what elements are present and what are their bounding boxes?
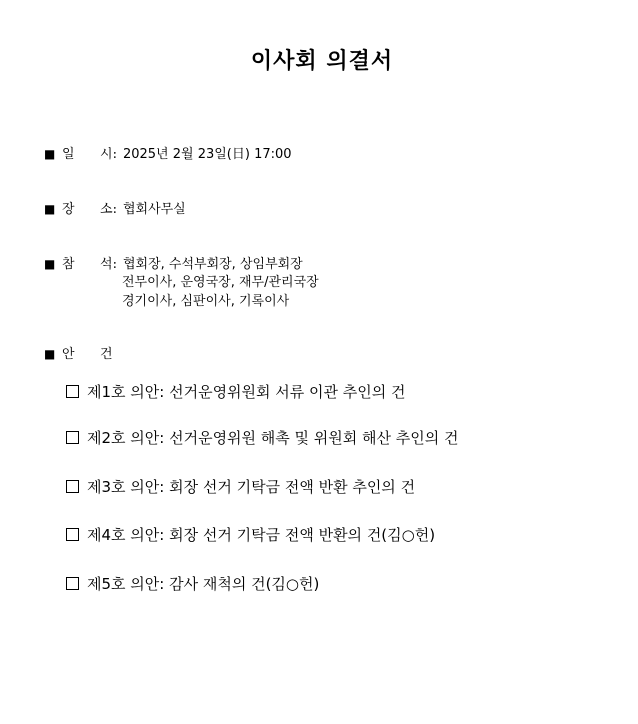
attendee-line: 전무이사, 운영국장, 재무/관리국장 xyxy=(122,275,319,290)
field-attendees xyxy=(44,254,303,275)
field-agenda-label-first: 안 xyxy=(62,347,75,362)
agenda-item xyxy=(66,427,459,449)
agenda-item-text: 제3호 의안: 회장 선거 기탁금 전액 반환 추인의 건 xyxy=(87,478,416,496)
square-bullet-icon: ■ xyxy=(44,347,56,361)
field-place xyxy=(44,199,186,220)
agenda-item-text: 제2호 의안: 선거운영위원 해촉 및 위원회 해산 추인의 건 xyxy=(87,429,459,447)
empty-checkbox-icon xyxy=(66,480,79,493)
agenda-item xyxy=(66,524,435,546)
empty-checkbox-icon xyxy=(66,528,79,541)
field-date-colon: : xyxy=(112,147,117,162)
field-place-label-first: 장 xyxy=(62,202,75,217)
field-agenda-label-second: 건 xyxy=(100,347,113,362)
agenda-item xyxy=(66,381,406,403)
field-attendees-label-first: 참 xyxy=(62,257,75,272)
field-date-value: 2025년 2월 23일(日) 17:00 xyxy=(122,147,292,162)
field-place-label-second: 소 xyxy=(100,202,113,217)
empty-checkbox-icon xyxy=(66,385,79,398)
field-date-label-first: 일 xyxy=(62,147,75,162)
agenda-item-text: 제1호 의안: 선거운영위원회 서류 이관 추인의 건 xyxy=(87,383,406,401)
empty-checkbox-icon xyxy=(66,431,79,444)
field-attendees-label-second: 석 xyxy=(100,257,113,272)
attendee-line: 협회장, 수석부회장, 상임부회장 xyxy=(122,257,303,272)
field-attendees-colon: : xyxy=(112,257,117,272)
agenda-item-text: 제4호 의안: 회장 선거 기탁금 전액 반환의 건(김○헌) xyxy=(87,526,436,544)
agenda-item xyxy=(66,573,319,595)
field-date xyxy=(44,144,292,165)
field-agenda xyxy=(44,344,113,365)
agenda-item-text: 제5호 의안: 감사 재척의 건(김○헌) xyxy=(87,575,320,593)
field-date-label-second: 시 xyxy=(100,147,113,162)
agenda-item xyxy=(66,476,415,498)
attendee-line: 경기이사, 심판이사, 기록이사 xyxy=(122,294,290,309)
square-bullet-icon: ■ xyxy=(44,147,56,161)
square-bullet-icon: ■ xyxy=(44,202,56,216)
empty-checkbox-icon xyxy=(66,577,79,590)
field-place-value: 협회사무실 xyxy=(122,202,186,217)
document-title: 이사회 의결서 xyxy=(250,49,394,74)
square-bullet-icon: ■ xyxy=(44,257,56,271)
field-place-colon: : xyxy=(112,202,117,217)
